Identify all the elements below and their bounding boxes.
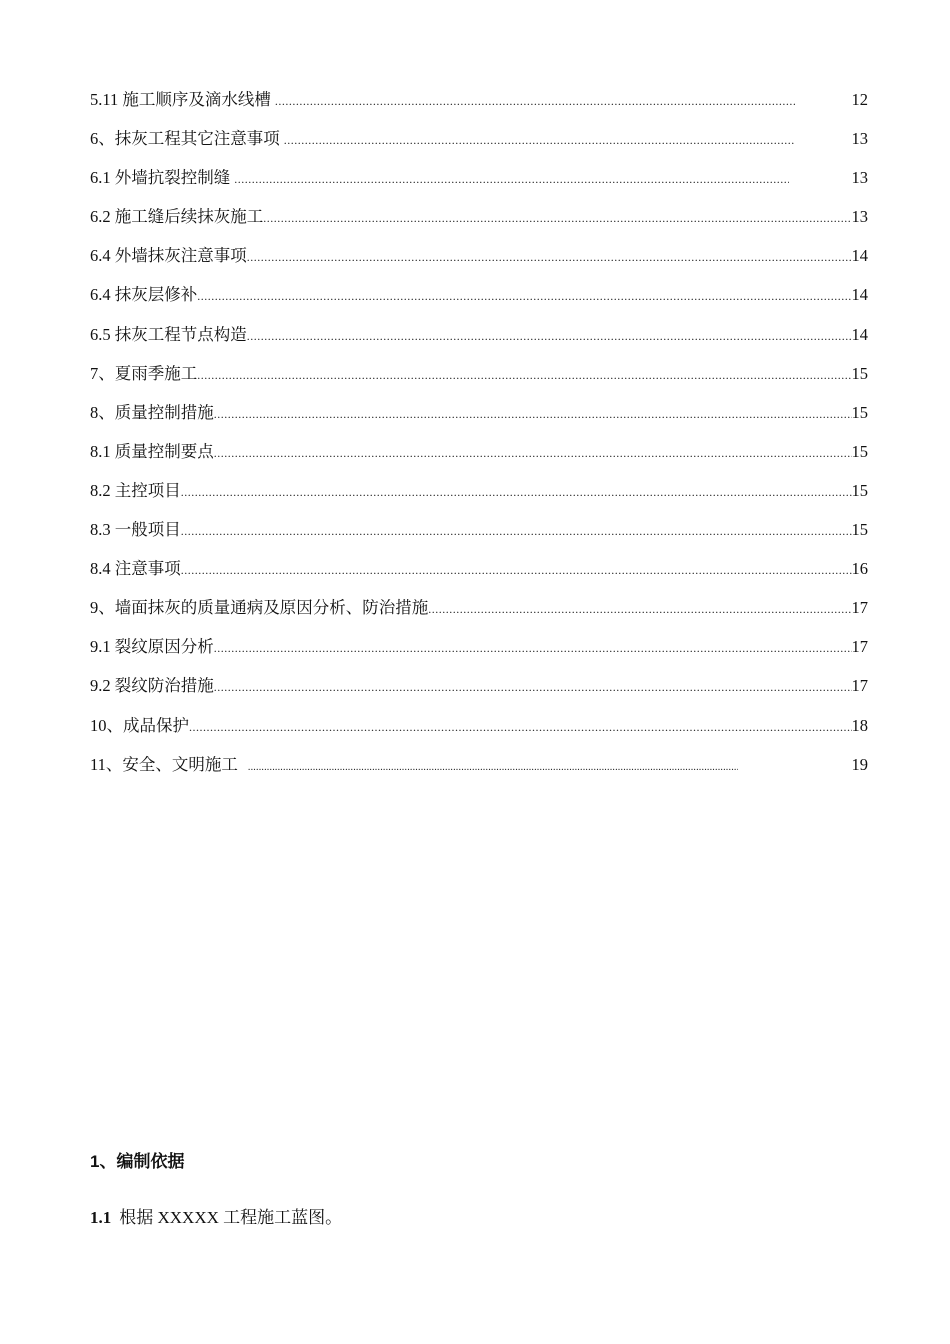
toc-leader-dots [247,324,852,348]
toc-leader-dots [181,480,852,504]
toc-entry-title: 8.4 注意事项 [90,559,181,579]
toc-entry-title: 11、安全、文明施工 [90,754,238,774]
toc-entry-title: 9.1 裂纹原因分析 [90,637,214,657]
toc-leader-dots [284,128,794,152]
toc-entry-title: 9.2 裂纹防治措施 [90,676,214,696]
toc-entry-page: 17 [851,676,868,696]
toc-entry[interactable] [90,753,868,792]
toc-leader-dots [214,636,852,660]
toc-entry-title: 6.4 抹灰层修补 [90,285,198,305]
toc-entry[interactable] [90,557,868,596]
toc-entry-title: 6、抹灰工程其它注意事项 [90,129,280,149]
toc-entry-title: 8.1 质量控制要点 [90,441,214,461]
toc-leader-dots [234,167,789,191]
toc-entry-page: 14 [851,324,868,344]
toc-entry[interactable] [90,323,868,362]
toc-entry-title: 8.2 主控项目 [90,480,181,500]
toc-entry[interactable] [90,440,868,479]
toc-entry-title: 10、成品保护 [90,715,189,735]
toc-leader-dots [214,402,852,426]
section-heading: 1、编制依据 [90,1152,185,1171]
section-paragraph [90,1206,342,1230]
toc-leader-dots [428,597,851,621]
toc-entry-title: 5.11 施工顺序及滴水线槽 [90,90,271,109]
toc-entry-page: 16 [851,559,868,579]
toc-leader-dots [197,363,851,387]
toc-entry-page: 18 [851,715,868,735]
toc-entry-page: 17 [851,637,868,657]
toc-leader-dots [214,441,852,465]
toc-entry-page: 15 [851,363,868,383]
toc-entry-page: 15 [851,520,868,540]
toc-entry[interactable] [90,362,868,401]
toc-entry-page: 13 [851,168,868,188]
toc-entry[interactable] [90,714,868,753]
paragraph-text: 根据 XXXXX 工程施工蓝图。 [119,1208,343,1227]
toc-entry-page: 12 [851,90,868,109]
toc-leader-dots [197,284,851,308]
toc-entry-title: 8、质量控制措施 [90,402,214,422]
toc-leader-dots [181,519,852,543]
toc-leader-dots [263,206,851,230]
toc-entry[interactable] [90,88,868,127]
toc-entry-page: 19 [851,754,868,774]
toc-entry-page: 17 [851,598,868,618]
toc-entry[interactable] [90,401,868,440]
toc-entry-page: 15 [851,480,868,500]
toc-entry[interactable] [90,518,868,557]
toc-entry[interactable] [90,596,868,635]
toc-entry-page: 13 [851,207,868,227]
toc-entry[interactable] [90,674,868,713]
toc-leader-dots [189,715,852,739]
toc-entry[interactable] [90,479,868,518]
toc-entry-page: 13 [851,129,868,149]
toc-entry[interactable] [90,127,868,166]
toc-entry[interactable] [90,205,868,244]
toc-entry-title: 9、墙面抹灰的质量通病及原因分析、防治措施 [90,598,429,618]
toc-entry-title: 8.3 一般项目 [90,520,181,540]
toc-leader-dots [275,89,795,113]
toc-entry-page: 15 [851,441,868,461]
toc-entry-title: 6.4 外墙抹灰注意事项 [90,246,247,266]
toc-entry-title: 6.1 外墙抗裂控制缝 [90,168,231,188]
toc-entry[interactable] [90,283,868,322]
toc-leader-dots [181,558,852,582]
toc-entry-title: 7、夏雨季施工 [90,363,198,383]
toc-entry-title: 6.2 施工缝后续抹灰施工 [90,207,264,227]
toc-leader-dots [214,675,852,699]
toc-entry[interactable] [90,166,868,205]
paragraph-number: 1.1 [90,1208,112,1227]
toc-leader-dots [247,245,852,269]
toc-entry-page: 14 [851,285,868,305]
table-of-contents [90,88,868,792]
toc-entry-page: 15 [851,402,868,422]
toc-entry-title: 6.5 抹灰工程节点构造 [90,324,247,344]
toc-entry[interactable] [90,635,868,674]
toc-entry-page: 14 [851,246,868,266]
toc-leader-dots [248,756,738,780]
toc-entry[interactable] [90,244,868,283]
